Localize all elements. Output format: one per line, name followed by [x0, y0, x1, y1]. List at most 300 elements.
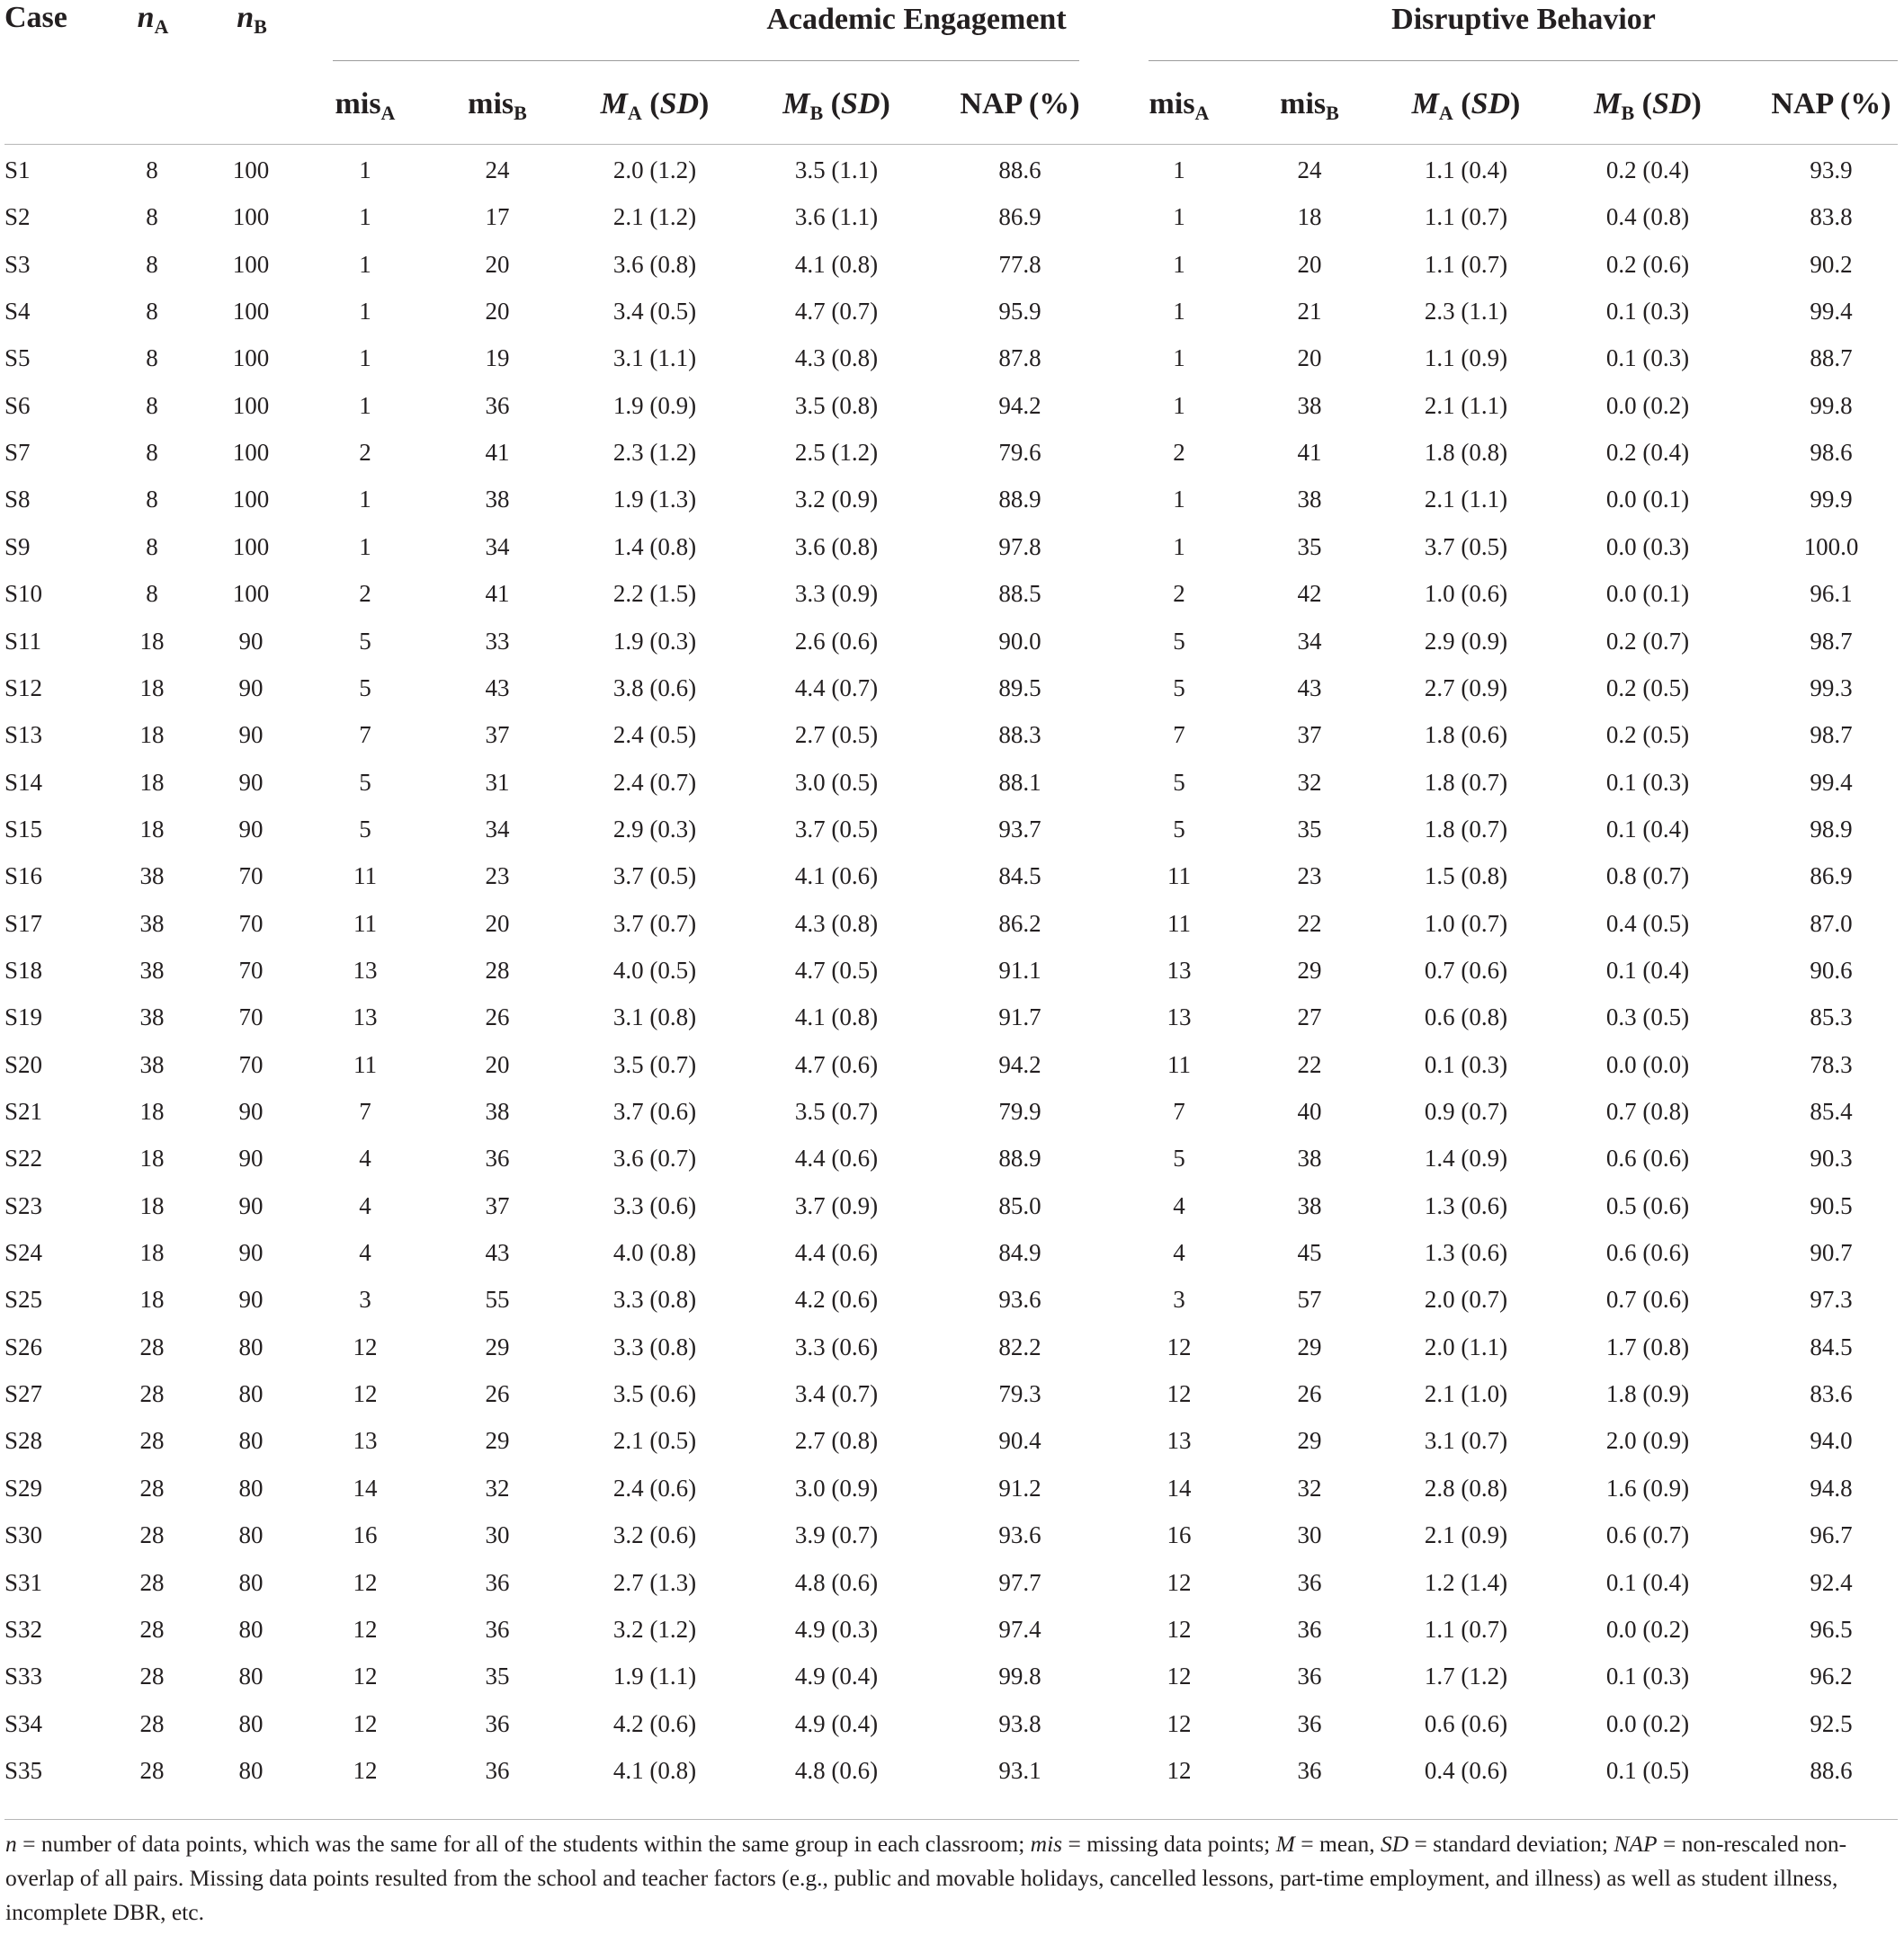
table-cell-nA: 38 — [139, 910, 165, 937]
table-cell-ae_MB: 4.1 (0.6) — [794, 862, 879, 889]
table-cell-ae_misA: 4 — [359, 1192, 371, 1219]
table-cell-db_misB: 36 — [1297, 1757, 1322, 1784]
table-cell-db_misA: 1 — [1173, 392, 1185, 419]
table-cell-case: S24 — [4, 1239, 43, 1266]
table-cell-ae_nap: 85.0 — [998, 1192, 1041, 1219]
table-cell-nA: 18 — [139, 628, 165, 655]
table-cell-ae_misA: 13 — [353, 957, 378, 984]
table-cell-ae_misB: 29 — [485, 1427, 510, 1454]
table-cell-ae_MA: 1.9 (1.3) — [612, 486, 697, 513]
table-cell-db_MA: 1.0 (0.6) — [1424, 580, 1508, 607]
table-cell-ae_MB: 3.3 (0.6) — [794, 1333, 879, 1360]
table-cell-ae_misB: 35 — [485, 1663, 510, 1690]
table-cell-ae_nap: 90.0 — [998, 628, 1041, 655]
table-cell-db_MB: 0.1 (0.3) — [1605, 298, 1690, 325]
table-cell-case: S9 — [4, 533, 31, 560]
table-cell-db_misA: 7 — [1173, 1098, 1185, 1125]
table-cell-ae_MB: 3.0 (0.9) — [794, 1475, 879, 1502]
table-cell-ae_MB: 2.7 (0.5) — [794, 721, 879, 748]
table-cell-db_nap: 83.6 — [1810, 1380, 1853, 1407]
table-cell-ae_misB: 34 — [485, 533, 510, 560]
table-cell-db_nap: 94.0 — [1810, 1427, 1853, 1454]
table-cell-ae_misA: 14 — [353, 1475, 378, 1502]
table-cell-case: S15 — [4, 816, 43, 843]
table-cell-nA: 18 — [139, 769, 165, 796]
table-cell-db_MA: 2.8 (0.8) — [1424, 1475, 1508, 1502]
table-cell-db_MA: 1.2 (1.4) — [1424, 1569, 1508, 1596]
table-cell-db_misA: 2 — [1173, 439, 1185, 466]
table-cell-ae_nap: 94.2 — [998, 1051, 1041, 1078]
table-cell-db_misA: 14 — [1167, 1475, 1192, 1502]
table-cell-ae_misA: 12 — [353, 1333, 378, 1360]
table-cell-case: S6 — [4, 392, 31, 419]
table-cell-db_misB: 32 — [1297, 1475, 1322, 1502]
table-cell-nA: 28 — [139, 1710, 165, 1737]
table-cell-db_MA: 1.8 (0.7) — [1424, 769, 1508, 796]
table-cell-nB: 80 — [238, 1663, 264, 1690]
table-cell-db_MA: 1.1 (0.7) — [1424, 1616, 1508, 1643]
table-cell-ae_misA: 1 — [359, 251, 371, 278]
table-cell-db_MB: 0.1 (0.4) — [1605, 957, 1690, 984]
table-cell-ae_nap: 79.9 — [998, 1098, 1041, 1125]
table-cell-nA: 8 — [146, 439, 158, 466]
table-cell-ae_misA: 1 — [359, 203, 371, 230]
table-cell-ae_MA: 1.9 (1.1) — [612, 1663, 697, 1690]
table-cell-db_misA: 11 — [1167, 862, 1191, 889]
table-cell-case: S13 — [4, 721, 43, 748]
table-cell-ae_misB: 36 — [485, 1569, 510, 1596]
table-cell-nA: 8 — [146, 344, 158, 371]
table-cell-nB: 90 — [238, 1192, 264, 1219]
table-cell-case: S22 — [4, 1145, 43, 1172]
table-cell-db_MB: 0.6 (0.7) — [1605, 1521, 1690, 1548]
table-cell-db_MB: 0.4 (0.5) — [1605, 910, 1690, 937]
table-cell-ae_MB: 3.6 (0.8) — [794, 533, 879, 560]
table-cell-nA: 8 — [146, 533, 158, 560]
table-cell-case: S1 — [4, 156, 31, 183]
table-cell-nB: 80 — [238, 1616, 264, 1643]
table-cell-nB: 70 — [238, 1051, 264, 1078]
table-cell-ae_MA: 2.4 (0.5) — [612, 721, 697, 748]
table-cell-ae_misA: 13 — [353, 1003, 378, 1030]
table-cell-db_misB: 32 — [1297, 769, 1322, 796]
table-cell-db_MB: 0.2 (0.5) — [1605, 674, 1690, 701]
table-cell-case: S32 — [4, 1616, 43, 1643]
table-cell-db_misA: 5 — [1173, 769, 1185, 796]
table-cell-db_MB: 0.6 (0.6) — [1605, 1239, 1690, 1266]
table-cell-ae_misA: 1 — [359, 392, 371, 419]
table-cell-db_MA: 2.1 (0.9) — [1424, 1521, 1508, 1548]
table-cell-ae_misB: 23 — [485, 862, 510, 889]
table-cell-db_nap: 94.8 — [1810, 1475, 1853, 1502]
table-cell-db_misB: 29 — [1297, 1427, 1322, 1454]
table-cell-ae_MA: 1.9 (0.9) — [612, 392, 697, 419]
table-cell-db_misA: 1 — [1173, 344, 1185, 371]
table-cell-db_nap: 99.9 — [1810, 486, 1853, 513]
table-cell-nA: 38 — [139, 1051, 165, 1078]
table-cell-nB: 100 — [232, 439, 270, 466]
table-cell-ae_MA: 3.8 (0.6) — [612, 674, 697, 701]
table-cell-ae_MB: 4.4 (0.7) — [794, 674, 879, 701]
table-cell-case: S30 — [4, 1521, 43, 1548]
table-cell-db_MB: 0.0 (0.1) — [1605, 486, 1690, 513]
table-cell-ae_misA: 11 — [353, 862, 377, 889]
table-cell-db_misA: 1 — [1173, 298, 1185, 325]
table-cell-ae_misA: 4 — [359, 1239, 371, 1266]
table-cell-ae_MA: 2.3 (1.2) — [612, 439, 697, 466]
table-cell-ae_nap: 79.6 — [998, 439, 1041, 466]
table-cell-db_misA: 4 — [1173, 1239, 1185, 1266]
table-cell-case: S35 — [4, 1757, 43, 1784]
table-cell-ae_misB: 29 — [485, 1333, 510, 1360]
table-cell-nB: 100 — [232, 203, 270, 230]
table-cell-ae_misB: 26 — [485, 1380, 510, 1407]
table-cell-db_misB: 34 — [1297, 628, 1322, 655]
table-cell-db_MA: 0.7 (0.6) — [1424, 957, 1508, 984]
table-cell-db_MB: 0.1 (0.4) — [1605, 1569, 1690, 1596]
table-cell-db_misB: 42 — [1297, 580, 1322, 607]
table-cell-db_misA: 1 — [1173, 156, 1185, 183]
table-cell-nB: 80 — [238, 1380, 264, 1407]
table-cell-ae_misA: 11 — [353, 910, 377, 937]
table-cell-db_nap: 96.7 — [1810, 1521, 1853, 1548]
table-cell-ae_misA: 1 — [359, 344, 371, 371]
table-cell-case: S27 — [4, 1380, 43, 1407]
table-cell-db_MB: 0.0 (0.0) — [1605, 1051, 1690, 1078]
table-cell-ae_nap: 86.9 — [998, 203, 1041, 230]
table-cell-case: S19 — [4, 1003, 43, 1030]
table-cell-db_MB: 0.0 (0.1) — [1605, 580, 1690, 607]
table-cell-db_MA: 2.0 (0.7) — [1424, 1286, 1508, 1313]
table-cell-ae_nap: 97.8 — [998, 533, 1041, 560]
table-cell-db_nap: 90.3 — [1810, 1145, 1853, 1172]
table-cell-case: S2 — [4, 203, 31, 230]
table-cell-ae_misA: 1 — [359, 156, 371, 183]
table-cell-case: S25 — [4, 1286, 43, 1313]
table-cell-ae_misB: 20 — [485, 910, 510, 937]
table-cell-case: S7 — [4, 439, 31, 466]
table-cell-ae_MA: 2.4 (0.6) — [612, 1475, 697, 1502]
table-cell-db_misB: 37 — [1297, 721, 1322, 748]
group-header-disruptive-behavior: Disruptive Behavior — [1391, 3, 1656, 36]
table-cell-db_MA: 1.4 (0.9) — [1424, 1145, 1508, 1172]
table-cell-ae_misB: 55 — [485, 1286, 510, 1313]
table-cell-db_misB: 29 — [1297, 1333, 1322, 1360]
table-cell-db_misA: 12 — [1167, 1380, 1192, 1407]
table-cell-db_misA: 7 — [1173, 721, 1185, 748]
table-cell-ae_MB: 3.5 (0.7) — [794, 1098, 879, 1125]
table-cell-ae_MB: 3.9 (0.7) — [794, 1521, 879, 1548]
table-cell-db_nap: 87.0 — [1810, 910, 1853, 937]
table-cell-db_MB: 0.0 (0.3) — [1605, 533, 1690, 560]
table-cell-db_nap: 97.3 — [1810, 1286, 1853, 1313]
table-cell-nA: 8 — [146, 298, 158, 325]
table-cell-ae_misB: 37 — [485, 1192, 510, 1219]
table-cell-nB: 90 — [238, 721, 264, 748]
table-cell-nB: 90 — [238, 674, 264, 701]
table-cell-db_nap: 92.5 — [1810, 1710, 1853, 1737]
table-cell-db_nap: 78.3 — [1810, 1051, 1853, 1078]
table-cell-nB: 80 — [238, 1710, 264, 1737]
table-cell-db_MB: 0.2 (0.7) — [1605, 628, 1690, 655]
table-cell-ae_MA: 2.0 (1.2) — [612, 156, 697, 183]
table-cell-case: S8 — [4, 486, 31, 513]
table-cell-db_nap: 90.5 — [1810, 1192, 1853, 1219]
table-cell-ae_MB: 4.7 (0.7) — [794, 298, 879, 325]
table-cell-ae_misB: 43 — [485, 674, 510, 701]
table-cell-nA: 18 — [139, 816, 165, 843]
table-cell-ae_misB: 36 — [485, 1710, 510, 1737]
table-cell-db_misA: 4 — [1173, 1192, 1185, 1219]
table-cell-ae_MA: 1.4 (0.8) — [612, 533, 697, 560]
table-cell-ae_misA: 2 — [359, 580, 371, 607]
column-header-case: Case — [4, 1, 67, 34]
header-bottom-rule — [4, 144, 1898, 145]
table-cell-ae_nap: 91.2 — [998, 1475, 1041, 1502]
table-cell-ae_misA: 7 — [359, 1098, 371, 1125]
table-cell-db_misB: 36 — [1297, 1663, 1322, 1690]
table-cell-ae_MA: 3.1 (1.1) — [612, 344, 697, 371]
table-cell-ae_MB: 3.7 (0.9) — [794, 1192, 879, 1219]
table-cell-ae_MB: 4.9 (0.4) — [794, 1710, 879, 1737]
table-cell-ae_MA: 2.4 (0.7) — [612, 769, 697, 796]
table-cell-db_MB: 0.7 (0.8) — [1605, 1098, 1690, 1125]
table-cell-ae_MB: 4.9 (0.3) — [794, 1616, 879, 1643]
column-header-ae_nap: NAP (%) — [960, 87, 1080, 120]
table-cell-db_MA: 0.6 (0.8) — [1424, 1003, 1508, 1030]
table-cell-db_nap: 88.7 — [1810, 344, 1853, 371]
table-cell-ae_misB: 30 — [485, 1521, 510, 1548]
table-cell-db_misB: 45 — [1297, 1239, 1322, 1266]
table-cell-ae_nap: 90.4 — [998, 1427, 1041, 1454]
table-cell-nA: 18 — [139, 1286, 165, 1313]
table-cell-db_misA: 12 — [1167, 1757, 1192, 1784]
column-header-nA: $n_A$ — [137, 1, 169, 38]
table-cell-ae_MB: 3.4 (0.7) — [794, 1380, 879, 1407]
table-cell-case: S5 — [4, 344, 31, 371]
table-cell-db_misA: 12 — [1167, 1710, 1192, 1737]
table-cell-db_nap: 92.4 — [1810, 1569, 1853, 1596]
table-cell-ae_nap: 99.8 — [998, 1663, 1041, 1690]
table-cell-ae_misA: 7 — [359, 721, 371, 748]
table-cell-case: S11 — [4, 628, 42, 655]
table-cell-nA: 38 — [139, 1003, 165, 1030]
table-cell-ae_misA: 16 — [353, 1521, 378, 1548]
table-cell-ae_misA: 5 — [359, 769, 371, 796]
table-cell-db_MA: 1.8 (0.6) — [1424, 721, 1508, 748]
table-cell-ae_nap: 89.5 — [998, 674, 1041, 701]
table-cell-ae_nap: 93.6 — [998, 1521, 1041, 1548]
table-cell-ae_nap: 86.2 — [998, 910, 1041, 937]
table-cell-nA: 28 — [139, 1380, 165, 1407]
table-cell-ae_MA: 4.0 (0.8) — [612, 1239, 697, 1266]
table-cell-db_MB: 0.1 (0.3) — [1605, 769, 1690, 796]
table-cell-nB: 70 — [238, 910, 264, 937]
table-cell-nA: 28 — [139, 1757, 165, 1784]
table-cell-ae_MB: 4.1 (0.8) — [794, 251, 879, 278]
table-cell-ae_MA: 2.2 (1.5) — [612, 580, 697, 607]
table-cell-ae_nap: 77.8 — [998, 251, 1041, 278]
table-cell-ae_nap: 97.4 — [998, 1616, 1041, 1643]
column-header-nB: $n_B$ — [237, 1, 267, 38]
table-cell-db_nap: 98.6 — [1810, 439, 1853, 466]
table-cell-db_MB: 0.6 (0.6) — [1605, 1145, 1690, 1172]
table-cell-ae_nap: 88.9 — [998, 1145, 1041, 1172]
table-cell-db_misA: 12 — [1167, 1663, 1192, 1690]
table-cell-ae_MA: 3.4 (0.5) — [612, 298, 697, 325]
table-cell-db_nap: 99.8 — [1810, 392, 1853, 419]
table-cell-ae_MB: 3.6 (1.1) — [794, 203, 879, 230]
table-cell-db_nap: 83.8 — [1810, 203, 1853, 230]
table-cell-ae_nap: 88.3 — [998, 721, 1041, 748]
column-header-db_MA: $M_A$ (SD) — [1411, 87, 1521, 124]
table-cell-db_nap: 85.4 — [1810, 1098, 1853, 1125]
table-cell-db_nap: 88.6 — [1810, 1757, 1853, 1784]
column-header-ae_misA: mis$_A$ — [335, 87, 396, 124]
table-cell-case: S21 — [4, 1098, 43, 1125]
table-cell-ae_misA: 2 — [359, 439, 371, 466]
table-cell-ae_misA: 5 — [359, 816, 371, 843]
table-cell-nB: 90 — [238, 1239, 264, 1266]
table-cell-nA: 8 — [146, 251, 158, 278]
table-cell-db_MA: 1.1 (0.9) — [1424, 344, 1508, 371]
table-cell-db_MA: 2.7 (0.9) — [1424, 674, 1508, 701]
table-cell-db_misA: 13 — [1167, 1003, 1192, 1030]
table-cell-nB: 90 — [238, 1098, 264, 1125]
table-cell-ae_misB: 31 — [485, 769, 510, 796]
table-cell-db_nap: 99.4 — [1810, 298, 1853, 325]
column-header-db_misA: mis$_A$ — [1149, 87, 1210, 124]
column-header-db_MB: $M_B$ (SD) — [1594, 87, 1702, 124]
table-cell-ae_misA: 1 — [359, 486, 371, 513]
table-cell-ae_nap: 97.7 — [998, 1569, 1041, 1596]
table-cell-ae_misB: 20 — [485, 298, 510, 325]
table-cell-ae_misB: 38 — [485, 486, 510, 513]
table-cell-db_misA: 2 — [1173, 580, 1185, 607]
table-cell-case: S29 — [4, 1475, 43, 1502]
table-cell-ae_MA: 3.6 (0.7) — [612, 1145, 697, 1172]
table-cell-ae_MB: 3.7 (0.5) — [794, 816, 879, 843]
table-cell-nB: 90 — [238, 816, 264, 843]
table-cell-db_misA: 5 — [1173, 674, 1185, 701]
table-cell-db_MB: 0.0 (0.2) — [1605, 1616, 1690, 1643]
table-cell-db_MB: 1.6 (0.9) — [1605, 1475, 1690, 1502]
group-rule-disruptive-behavior — [1149, 60, 1898, 61]
table-cell-db_MA: 1.3 (0.6) — [1424, 1239, 1508, 1266]
table-cell-db_misB: 38 — [1297, 392, 1322, 419]
table-cell-db_MB: 0.2 (0.4) — [1605, 156, 1690, 183]
table-cell-ae_MB: 2.7 (0.8) — [794, 1427, 879, 1454]
table-cell-nB: 80 — [238, 1521, 264, 1548]
table-cell-db_MB: 0.4 (0.8) — [1605, 203, 1690, 230]
table-cell-ae_misB: 20 — [485, 251, 510, 278]
table-cell-db_misA: 5 — [1173, 1145, 1185, 1172]
table-cell-ae_MB: 4.7 (0.6) — [794, 1051, 879, 1078]
table-cell-ae_nap: 88.9 — [998, 486, 1041, 513]
table-cell-db_misB: 36 — [1297, 1616, 1322, 1643]
table-cell-nA: 18 — [139, 1239, 165, 1266]
table-cell-ae_MA: 3.5 (0.6) — [612, 1380, 697, 1407]
table-cell-db_MB: 0.0 (0.2) — [1605, 1710, 1690, 1737]
table-cell-ae_misA: 3 — [359, 1286, 371, 1313]
table-cell-db_MA: 0.1 (0.3) — [1424, 1051, 1508, 1078]
table-cell-db_MB: 0.2 (0.6) — [1605, 251, 1690, 278]
table-cell-db_misA: 13 — [1167, 1427, 1192, 1454]
table-cell-db_MA: 3.7 (0.5) — [1424, 533, 1508, 560]
table-cell-nA: 38 — [139, 957, 165, 984]
table-cell-db_misA: 12 — [1167, 1569, 1192, 1596]
table-cell-db_nap: 96.2 — [1810, 1663, 1853, 1690]
table-cell-case: S12 — [4, 674, 43, 701]
table-cell-ae_nap: 88.5 — [998, 580, 1041, 607]
table-cell-case: S3 — [4, 251, 31, 278]
table-cell-ae_misB: 37 — [485, 721, 510, 748]
table-cell-ae_MB: 2.6 (0.6) — [794, 628, 879, 655]
table-cell-db_MA: 1.3 (0.6) — [1424, 1192, 1508, 1219]
table-cell-ae_misB: 36 — [485, 1616, 510, 1643]
table-cell-db_misB: 23 — [1297, 862, 1322, 889]
table-cell-ae_misA: 12 — [353, 1569, 378, 1596]
table-cell-ae_misA: 5 — [359, 674, 371, 701]
table-cell-ae_MA: 3.2 (0.6) — [612, 1521, 697, 1548]
table-cell-db_nap: 98.7 — [1810, 628, 1853, 655]
table-cell-ae_MA: 3.2 (1.2) — [612, 1616, 697, 1643]
table-cell-db_MA: 2.9 (0.9) — [1424, 628, 1508, 655]
table-cell-ae_misB: 24 — [485, 156, 510, 183]
table-cell-nB: 70 — [238, 862, 264, 889]
table-cell-db_misB: 35 — [1297, 533, 1322, 560]
table-cell-db_misB: 22 — [1297, 910, 1322, 937]
table-cell-nB: 100 — [232, 392, 270, 419]
table-cell-nB: 100 — [232, 486, 270, 513]
table-cell-nA: 38 — [139, 862, 165, 889]
table-cell-db_nap: 96.1 — [1810, 580, 1853, 607]
table-cell-nA: 18 — [139, 721, 165, 748]
table-cell-ae_nap: 93.7 — [998, 816, 1041, 843]
table-cell-db_MB: 0.2 (0.5) — [1605, 721, 1690, 748]
column-header-ae_MB: $M_B$ (SD) — [782, 87, 890, 124]
table-cell-ae_nap: 94.2 — [998, 392, 1041, 419]
table-cell-nA: 28 — [139, 1427, 165, 1454]
table-cell-db_MB: 0.0 (0.2) — [1605, 392, 1690, 419]
table-cell-db_misA: 12 — [1167, 1616, 1192, 1643]
table-cell-db_MB: 1.8 (0.9) — [1605, 1380, 1690, 1407]
table-cell-nA: 18 — [139, 674, 165, 701]
table-cell-case: S33 — [4, 1663, 43, 1690]
table-cell-case: S14 — [4, 769, 43, 796]
table-cell-db_misB: 26 — [1297, 1380, 1322, 1407]
table-cell-db_nap: 96.5 — [1810, 1616, 1853, 1643]
table-cell-ae_misB: 20 — [485, 1051, 510, 1078]
table-cell-ae_MA: 4.1 (0.8) — [612, 1757, 697, 1784]
table-cell-db_nap: 98.9 — [1810, 816, 1853, 843]
table-cell-nA: 28 — [139, 1333, 165, 1360]
table-cell-db_nap: 90.6 — [1810, 957, 1853, 984]
table-cell-db_nap: 100.0 — [1803, 533, 1859, 560]
table-cell-ae_nap: 93.8 — [998, 1710, 1041, 1737]
table-cell-db_misB: 18 — [1297, 203, 1322, 230]
table-cell-ae_misA: 1 — [359, 533, 371, 560]
table-cell-nA: 8 — [146, 392, 158, 419]
table-cell-ae_nap: 91.7 — [998, 1003, 1041, 1030]
table-cell-ae_misB: 26 — [485, 1003, 510, 1030]
table-cell-ae_nap: 88.1 — [998, 769, 1041, 796]
table-cell-db_misA: 16 — [1167, 1521, 1192, 1548]
table-cell-db_MA: 1.8 (0.7) — [1424, 816, 1508, 843]
table-cell-ae_MB: 4.3 (0.8) — [794, 344, 879, 371]
table-cell-ae_misB: 38 — [485, 1098, 510, 1125]
table-cell-db_MB: 0.1 (0.3) — [1605, 344, 1690, 371]
